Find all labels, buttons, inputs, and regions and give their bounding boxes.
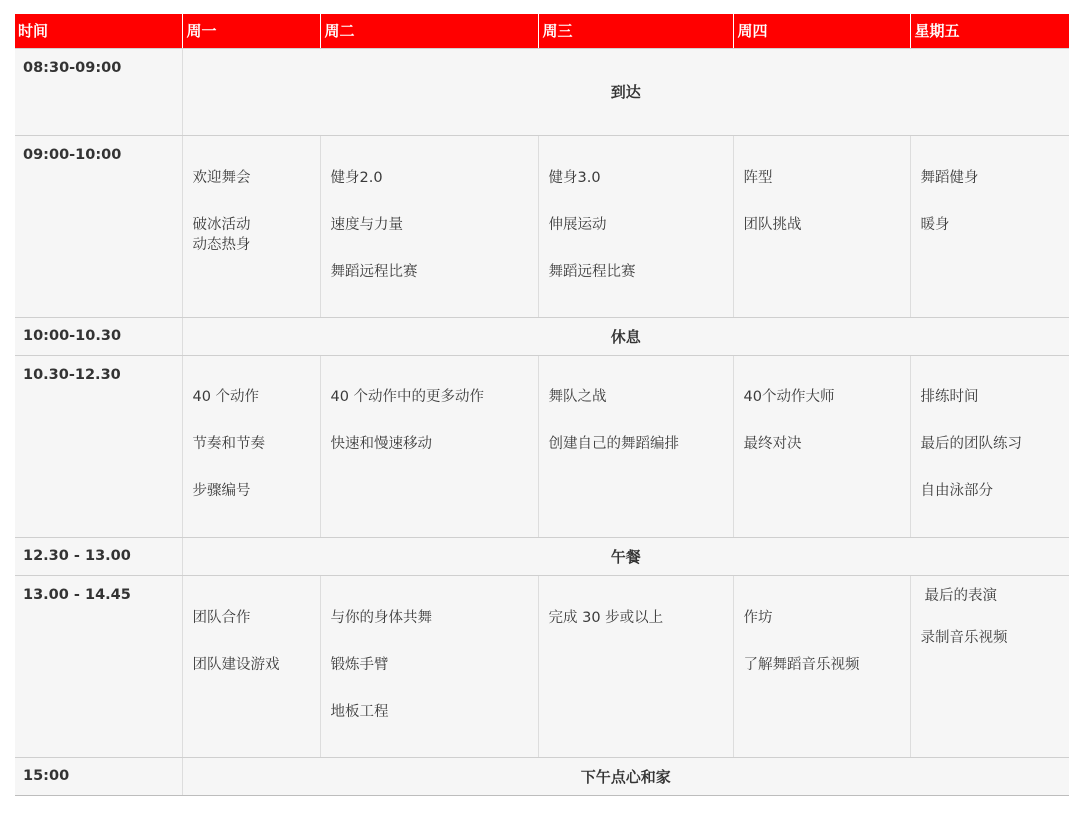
activity-item: 最后的团队练习 xyxy=(920,435,1022,452)
table-row-arrive xyxy=(15,48,1069,135)
activity-item: 创建自己的舞蹈编排 xyxy=(548,435,679,452)
activity-item: 与你的身体共舞 xyxy=(330,609,432,626)
thu-cell xyxy=(733,135,910,317)
activity-item: 作坊 xyxy=(743,609,773,626)
activity-item: 阵型 xyxy=(743,169,773,186)
break-cell: 休息 xyxy=(182,317,1069,355)
header-thu: 周四 xyxy=(733,14,910,48)
time-cell: 10:00-10.30 xyxy=(15,317,182,355)
activity-item: 舞蹈远程比赛 xyxy=(330,263,418,280)
mon-cell xyxy=(182,355,320,537)
time-cell: 09:00-10:00 xyxy=(15,135,182,317)
activity-item: 团队建设游戏 xyxy=(192,656,280,673)
activity-item: 团队合作 xyxy=(192,609,251,626)
time-cell: 10.30-12.30 xyxy=(15,355,182,537)
table-row-end xyxy=(15,757,1069,795)
activity-item: 自由泳部分 xyxy=(920,482,993,499)
activity-item: 录制音乐视频 xyxy=(920,629,1008,646)
time-cell: 13.00 - 14.45 xyxy=(15,575,182,757)
activity-item: 40个动作大师 xyxy=(743,388,835,405)
header-wed: 周三 xyxy=(538,14,733,48)
activity-item: 健身2.0 xyxy=(330,169,383,186)
activity-item: 地板工程 xyxy=(330,703,389,720)
table-row-block1 xyxy=(15,135,1069,317)
tue-cell xyxy=(320,135,538,317)
fri-cell xyxy=(910,135,1069,317)
activity-item: 速度与力量 xyxy=(330,216,403,233)
lunch-cell: 午餐 xyxy=(182,537,1069,575)
arrive-cell: 到达 xyxy=(182,48,1069,135)
activity-item: 排练时间 xyxy=(920,388,979,405)
activity-item: 团队挑战 xyxy=(743,216,802,233)
fri-cell xyxy=(910,575,1069,757)
header-row xyxy=(15,14,1069,48)
activity-item: 节奏和节奏 xyxy=(192,435,265,452)
wed-cell xyxy=(538,135,733,317)
activity-item: 舞蹈健身 xyxy=(920,169,979,186)
thu-cell xyxy=(733,575,910,757)
activity-item: 暖身 xyxy=(920,216,950,233)
time-cell: 08:30-09:00 xyxy=(15,48,182,135)
header-fri: 星期五 xyxy=(910,14,1069,48)
thu-cell xyxy=(733,355,910,537)
time-cell: 12.30 - 13.00 xyxy=(15,537,182,575)
time-cell: 15:00 xyxy=(15,757,182,795)
fri-cell xyxy=(910,355,1069,537)
header-time: 时间 xyxy=(15,14,182,48)
activity-item: 锻炼手臂 xyxy=(330,656,389,673)
table-row-lunch xyxy=(15,537,1069,575)
activity-item: 步骤编号 xyxy=(192,482,251,499)
header-tue: 周二 xyxy=(320,14,538,48)
table-row-block3 xyxy=(15,575,1069,757)
activity-item: 完成 30 步或以上 xyxy=(548,609,664,626)
activity-item: 动态热身 xyxy=(192,236,251,253)
activity-item: 破冰活动 xyxy=(192,216,251,233)
end-cell: 下午点心和家 xyxy=(182,757,1069,795)
activity-item: 健身3.0 xyxy=(548,169,601,186)
header-mon: 周一 xyxy=(182,14,320,48)
activity-item: 40 个动作中的更多动作 xyxy=(330,388,485,405)
activity-item: 40 个动作 xyxy=(192,388,260,405)
wed-cell xyxy=(538,575,733,757)
table-row-break xyxy=(15,317,1069,355)
schedule-table xyxy=(15,14,1069,796)
mon-cell xyxy=(182,135,320,317)
activity-item: 伸展运动 xyxy=(548,216,607,233)
activity-item: 舞队之战 xyxy=(548,388,607,405)
table-row-block2 xyxy=(15,355,1069,537)
activity-item: 最后的表演 xyxy=(924,587,997,604)
activity-item: 欢迎舞会 xyxy=(192,169,251,186)
wed-cell xyxy=(538,355,733,537)
activity-item: 舞蹈远程比赛 xyxy=(548,263,636,280)
activity-item: 了解舞蹈音乐视频 xyxy=(743,656,860,673)
tue-cell xyxy=(320,355,538,537)
tue-cell xyxy=(320,575,538,757)
activity-item: 最终对决 xyxy=(743,435,802,452)
mon-cell xyxy=(182,575,320,757)
activity-item: 快速和慢速移动 xyxy=(330,435,432,452)
